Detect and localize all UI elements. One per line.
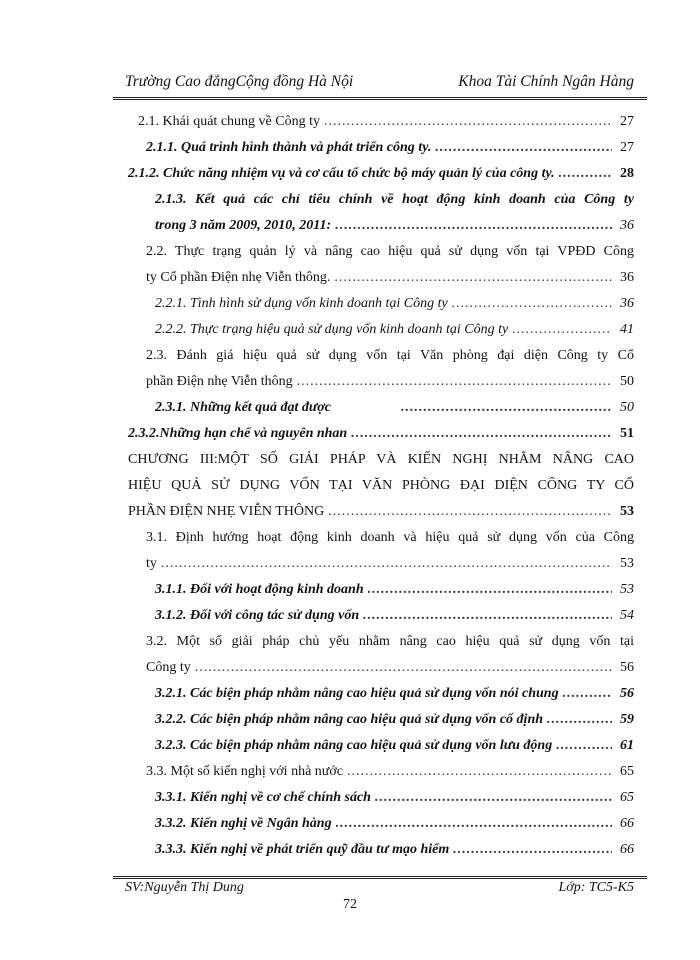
footer-student: SV:Nguyễn Thị Dung [125, 880, 244, 895]
header-school: Trường Cao đẳngCộng đồng Hà Nội [125, 73, 354, 90]
toc-entry-2-2-line1[interactable]: 2.2. Thực trạng quản lý và nâng cao hiệu quả sử dụng vốn tại VPĐD Công [146, 244, 634, 259]
toc-entry-3-3-1[interactable] [155, 785, 634, 811]
toc-entry-page: 50 [620, 374, 634, 389]
toc-entry-page: 65 [620, 790, 634, 805]
toc-entry-title: 2.3.1. Những kết quả đạt được [155, 400, 331, 415]
toc-entry-2-2-2[interactable] [155, 317, 634, 343]
toc-entry-title: 3.3.2. Kiến nghị về Ngân hàng [155, 816, 332, 831]
toc-entry-3-3-3[interactable] [155, 837, 634, 863]
toc-entry-page: 53 [620, 582, 634, 597]
toc-entry-3-3-2[interactable] [155, 811, 634, 837]
toc-entry-3-2-1[interactable] [155, 681, 634, 707]
toc-entry-title: 3.2.2. Các biện pháp nhằm nâng cao hiệu quả sử dụng vốn cố định [155, 712, 544, 727]
toc-entry-title: 3.3.3. Kiến nghị về phát triển quỹ đầu tư mạo hiểm [155, 842, 450, 857]
toc-entry-2-3-2[interactable] [128, 421, 634, 447]
toc-entry-page: 56 [620, 686, 634, 701]
toc-entry-page: 28 [620, 166, 634, 181]
toc-entry-title: trong 3 năm 2009, 2010, 2011: [155, 218, 332, 233]
toc-entry-3-1-2[interactable] [155, 603, 634, 629]
toc-entry-title: phần Điện nhẹ Viễn thông [146, 374, 293, 389]
toc-entry-2-3-1[interactable] [155, 395, 634, 421]
toc-entry-title: PHẦN ĐIỆN NHẸ VIỄN THÔNG [128, 504, 325, 519]
toc-entry-3-1-line1[interactable]: 3.1. Định hướng hoạt động kinh doanh và hiệu quả sử dụng vốn của Công [146, 530, 634, 545]
toc-entry-2-2[interactable] [146, 265, 634, 291]
toc-entry-2-1-3[interactable] [155, 213, 634, 239]
toc-entry-title: 2.1. Khái quát chung về Công ty [138, 114, 320, 129]
toc-entry-title: 2.3.2.Những hạn chế và nguyên nhan [128, 426, 348, 441]
toc-entry-page: 59 [620, 712, 634, 727]
toc-entry-page: 51 [620, 426, 634, 441]
toc-entry-title: 3.3.1. Kiến nghị về cơ chế chính sách [155, 790, 371, 805]
toc-entry-3-1[interactable] [146, 551, 634, 577]
toc-entry-2-2-1[interactable] [155, 291, 634, 317]
toc-entry-title: 3.2.1. Các biện pháp nhằm nâng cao hiệu quả sử dụng vốn nói chung [155, 686, 559, 701]
toc-entry-title: ty [146, 556, 157, 571]
toc-entry-chapter-3[interactable] [128, 499, 634, 525]
toc-entry-title: 3.1.2. Đối với công tác sử dụng vốn [155, 608, 360, 623]
footer-class: Lớp: TC5-K5 [558, 880, 634, 895]
toc-entry-page: 66 [620, 816, 634, 831]
header-faculty: Khoa Tài Chính Ngân Hàng [458, 73, 634, 90]
toc-entry-title: 2.1.1. Quá trình hình thành và phát triển công ty. [146, 140, 432, 155]
toc-entry-2-1-1[interactable] [146, 135, 634, 161]
toc-entry-2-1-2[interactable] [128, 161, 634, 187]
toc-entry-2-3-line1[interactable]: 2.3. Đánh giá hiệu quả sử dụng vốn tại Văn phòng đại diện Công ty Cổ [146, 348, 634, 363]
toc-entry-page: 53 [620, 556, 634, 571]
toc-entry-title: ty Cổ phần Điện nhẹ Viễn thông. [146, 270, 331, 285]
toc-entry-chapter-3-line2[interactable]: HIỆU QUẢ SỬ DỤNG VỐN TẠI VĂN PHÒNG ĐẠI DIỆN CÔNG TY CỔ [128, 478, 634, 493]
toc-entry-page: 54 [620, 608, 634, 623]
page-number: 72 [343, 897, 357, 912]
toc-entry-page: 27 [620, 140, 634, 155]
toc-entry-page: 41 [620, 322, 634, 337]
toc-entry-title: 3.3. Một số kiến nghị với nhà nước [146, 764, 343, 779]
toc-entry-page: 53 [620, 504, 634, 519]
toc-entry-page: 36 [620, 270, 634, 285]
toc-entry-page: 36 [620, 218, 634, 233]
toc-entry-page: 50 [620, 400, 634, 415]
toc-entry-3-1-1[interactable] [155, 577, 634, 603]
page-footer [125, 880, 634, 896]
toc-entry-page: 27 [620, 114, 634, 129]
toc-entry-page: 66 [620, 842, 634, 857]
toc-entry-2-3[interactable] [146, 369, 634, 395]
toc-entry-page: 61 [620, 738, 634, 753]
toc-entry-3-2-2[interactable] [155, 707, 634, 733]
toc-entry-3-2-3[interactable] [155, 733, 634, 759]
toc-entry-2-1[interactable] [138, 109, 634, 135]
toc-entry-title: Công ty [146, 660, 191, 675]
header-divider [113, 97, 647, 100]
toc-entry-title: 2.2.2. Thực trạng hiệu quả sử dụng vốn kinh doanh tại Công ty [155, 322, 509, 337]
toc-entry-3-3[interactable] [146, 759, 634, 785]
toc-entry-2-1-3-line1[interactable]: 2.1.3. Kết quả các chỉ tiêu chính về hoạt động kinh doanh của Công ty [155, 192, 634, 207]
toc-entry-page: 36 [620, 296, 634, 311]
toc-entry-page: 65 [620, 764, 634, 779]
footer-divider [113, 876, 647, 879]
page-header [125, 73, 634, 91]
toc-entry-chapter-3-line1[interactable]: CHƯƠNG III:MỘT SỐ GIẢI PHÁP VÀ KIẾN NGHỊ NHẰM NÂNG CAO [128, 452, 634, 467]
toc-entry-title: 3.2.3. Các biện pháp nhằm nâng cao hiệu quả sử dụng vốn lưu động [155, 738, 553, 753]
toc-entry-title: 2.1.2. Chức năng nhiệm vụ và cơ cấu tổ chức bộ máy quản lý của công ty. [128, 166, 555, 181]
toc-entry-3-2[interactable] [146, 655, 634, 681]
toc-entry-page: 56 [620, 660, 634, 675]
toc-entry-title: 2.2.1. Tình hình sử dụng vốn kinh doanh tại Công ty [155, 296, 448, 311]
toc-entry-title: 3.1.1. Đối với hoạt động kinh doanh [155, 582, 364, 597]
toc-entry-3-2-line1[interactable]: 3.2. Một số giải pháp chủ yếu nhằm nâng cao hiệu quả sử dụng vốn tại [146, 634, 634, 649]
